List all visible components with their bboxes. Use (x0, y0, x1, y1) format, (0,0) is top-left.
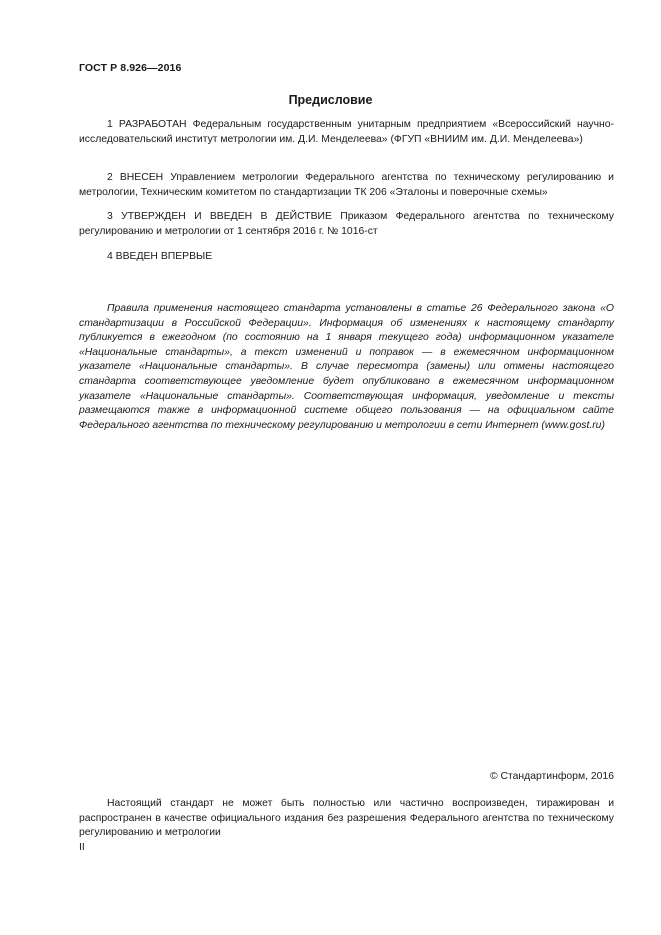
document-code: ГОСТ Р 8.926—2016 (79, 62, 182, 74)
paragraph-submitted-by: 2 ВНЕСЕН Управлением метрологии Федерального агентства по техническому регулированию и метрологии, Техническим комитетом по стандартизации ТК 206 «Эталоны и поверочные схемы» (79, 172, 614, 198)
standard-usage-notice: Правила применения настоящего стандарта установлены в статье 26 Федерального закона «О стандартизации в Российской Федерации». Информация об изменениях к настоящему стандарту публикуется в ежегодном (по состоянию на 1 января текущего года) информационном указателе «Национальные стандарты», а текст изменений и поправок — в ежемесячном информационном указателе «Национальные стандарты». В случае пересмотра (замены) или отмены настоящего стандарта соответствующее уведомление будет опубликовано в ежемесячном информационном указателе «Национальные стандарты». Соответствующая информация, уведомление и тексты размещаются также в информационной системе общего пользования — на официальном сайте Федерального агентства по техническому регулированию и метрологии в сети Интернет (www.gost.ru) (79, 303, 614, 431)
paragraph-developed-by: 1 РАЗРАБОТАН Федеральным государственным унитарным предприятием «Всероссийский научно-исследовательский институт метрологии им. Д.И. Менделеева» (ФГУП «ВНИИМ им. Д.И. Менделеева») (79, 119, 614, 145)
paragraph-introduced: 4 ВВЕДЕН ВПЕРВЫЕ (107, 251, 213, 262)
copyright-line: © Стандартинформ, 2016 (489, 771, 614, 782)
page-title: Предисловие (288, 93, 373, 107)
reproduction-notice: Настоящий стандарт не может быть полностью или частично воспроизведен, тиражирован и распространен в качестве официального издания без разрешения Федерального агентства по техническому регулированию и метрологии (79, 798, 614, 839)
page-number: II (79, 842, 85, 853)
paragraph-approved: 3 УТВЕРЖДЕН И ВВЕДЕН В ДЕЙСТВИЕ Приказом Федерального агентства по техническому регулированию и метрологии от 1 сентября 2016 г. № 1016-ст (79, 211, 614, 237)
